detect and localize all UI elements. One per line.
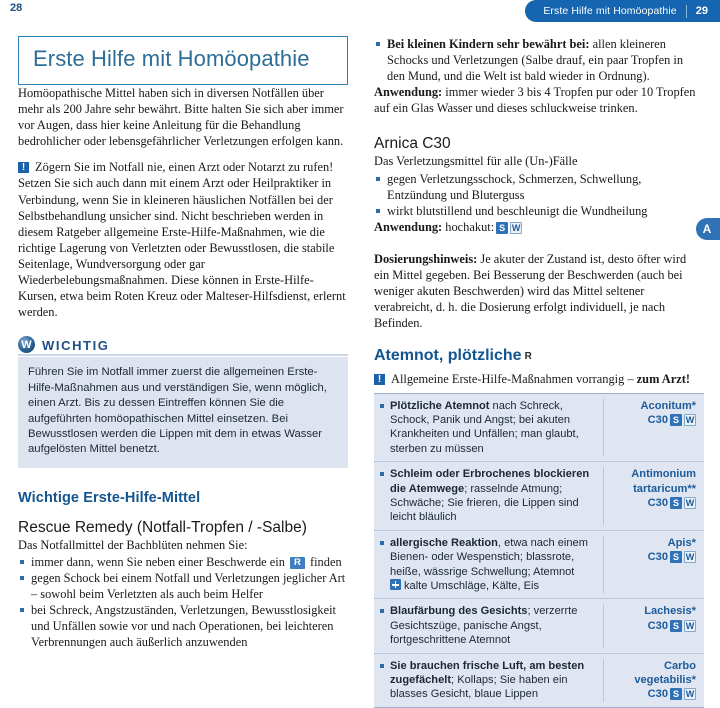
- list-item: gegen Verletzungsschock, Schmerzen, Schwellung, Entzündung und Bluterguss: [374, 171, 704, 203]
- list-item: [374, 36, 704, 84]
- header-mask: [0, 0, 535, 22]
- bullet-marker: [380, 404, 384, 408]
- s-badge: S: [670, 620, 682, 632]
- important-callout-text: Führen Sie im Notfall immer zuerst die allgemeinen Erste-Hilfe-Maßnahmen aus und verständigen Sie, wenn möglich, einen Arzt. Bis zu dessen Eintreffen können Sie die aufgeführten homöopathischen Mittel einsetzen. Bei Bewusstlosen werden die Lippen mit dem in etwas Wasser aufgelösten Mittel benetzt.: [18, 357, 348, 467]
- symptom-lead: Blaufärbung des Gesichts: [390, 605, 528, 618]
- dosage-text: Je akuter der Zustand ist, desto öfter wird ein Mittel gegeben. Bei Besserung der Beschwerden (auch bei weniger akuten Beschwerden) wird das Mittel seltener verabreicht, d. h. die Dosierung erfolgt individuell, je nach Befinden.: [374, 251, 687, 331]
- arnica-list: [374, 171, 704, 219]
- list-intro: Das Notfallmittel der Bachblüten nehmen Sie:: [18, 537, 248, 552]
- symptom-text: [380, 604, 595, 647]
- bullet-rest: allen kleineren Schocks und Verletzungen (Salbe drauf, ein paar Tropfen in den Mund, und die Welt ist bald wieder in Ordnung).: [387, 37, 684, 84]
- remedy-table: [374, 393, 704, 708]
- symptom-cell: [380, 399, 604, 457]
- symptom-cell: [380, 604, 604, 647]
- symptom-lead: Plötzliche Atemnot: [390, 399, 490, 412]
- anwendung-text: hochakut:: [442, 219, 495, 234]
- rescue-remedy-list: [18, 554, 348, 651]
- chapter-title-box: [18, 36, 348, 85]
- s-badge: S: [670, 688, 682, 700]
- second-paragraph: Setzen Sie sich auch dann mit einem Arzt oder Heilpraktiker in Verbindung, wenn Sie in kleineren häuslichen Notfällen bei der Selbstbehandlung unsicher sind. Nicht beschrieben werden in diesem Ratgeber allgemeine Erste-Hilfe-Maßnahmen, wie die richtige Lagerung von Verletzten oder Bewusstlosen, die stabile Seitenlage, Wundversorgung oder gar Wiederbelebungsmaßnahmen. Diese können in Erste-Hilfe-Kursen, etwa beim Roten Kreuz oder Malteser-Hilfsdienst, erlernt werden.: [18, 176, 346, 320]
- intro-paragraph: Homöopathische Mittel haben sich in diversen Notfällen über mehr als 200 Jahre sehr bewährt. Bitte halten Sie sich aber immer vor Augen, dass hier keine Anleitung für die Behandlung bedrohlicher oder lebensgefährlicher Verletzungen erfolgen kann.: [18, 86, 344, 149]
- r-badge: R: [290, 557, 305, 569]
- remedy-name: Carbo vegetabilis*: [634, 659, 696, 686]
- bullet-marker: [380, 664, 384, 668]
- w-circle-icon: [18, 336, 35, 353]
- list-item: wirkt blutstillend und beschleunigt die Wundheilung: [374, 203, 704, 219]
- s-badge: S: [670, 497, 682, 509]
- atemnot-alert-bold: zum Arzt!: [636, 372, 690, 387]
- s-badge: S: [496, 222, 508, 234]
- w-badge: W: [685, 620, 695, 631]
- remedy-cell: [604, 399, 696, 457]
- symptom-text: [380, 536, 595, 594]
- s-badge: S: [670, 414, 682, 426]
- remedy-name: Aconitum*: [640, 399, 696, 412]
- symptom-text: [380, 399, 595, 457]
- running-header: [0, 0, 720, 22]
- remedy-cell: [604, 467, 696, 525]
- header-chapter-pill: [525, 0, 720, 22]
- table-row: [374, 654, 704, 707]
- folio-right: 29: [695, 5, 708, 17]
- table-row: [374, 462, 704, 531]
- list-item: bei Schreck, Angstzuständen, Verletzungen, Bewusstlosigkeit und Unfällen sowie vor und nach Operationen, bei leichteren Verbrennungen auch äußerlich anzuwenden: [18, 602, 348, 650]
- remedy-potency: C30: [647, 413, 668, 426]
- arnica-intro: Das Verletzungsmittel für alle (Un-)Fälle: [374, 154, 578, 169]
- symptom-rest: ; verzerrte Gesichtszüge, panische Angst, fortgeschrittene Atemnot: [390, 605, 578, 647]
- plus-icon: [390, 579, 401, 590]
- atemnot-alert-plain: Allgemeine Erste-Hilfe-Maßnahmen vorrangig –: [391, 372, 637, 387]
- symptom-cell: [380, 659, 604, 702]
- alert-callout: [18, 159, 348, 175]
- table-row: [374, 531, 704, 600]
- bullet-marker: [380, 609, 384, 613]
- important-callout-header: [18, 336, 348, 353]
- alert-text: Zögern Sie im Notfall nie, einen Arzt oder Notarzt zu rufen!: [35, 160, 334, 175]
- page-body: [0, 22, 720, 701]
- section-heading-atemnot: [374, 347, 704, 365]
- page-title: Erste Hilfe mit Homöopathie: [33, 46, 310, 71]
- remedy-name: Antimonium tartaricum**: [631, 468, 696, 495]
- remedy-cell: [604, 536, 696, 594]
- bullet-lead: Bei kleinen Kindern sehr bewährt bei:: [387, 37, 590, 51]
- important-callout-label: WICHTIG: [42, 338, 110, 354]
- anwendung-label: Anwendung:: [374, 219, 443, 234]
- header-chapter-title: Erste Hilfe mit Homöopathie: [543, 5, 677, 17]
- symptom-text: [380, 467, 595, 525]
- remedy-cell: [604, 604, 696, 647]
- thumb-index-tab[interactable]: [696, 218, 720, 240]
- subheading-arnica: Arnica C30: [374, 135, 451, 153]
- symptom-rest: ; rasselnde Atmung; Schwäche; Sie frieren, die Lippen sind leicht bläulich: [390, 482, 579, 524]
- subheading-rescue-remedy: Rescue Remedy (Notfall-Tropfen / -Salbe): [18, 518, 307, 536]
- remedy-name: Apis*: [667, 536, 696, 549]
- anwendung-text: immer wieder 3 bis 4 Tropfen pur oder 10 Tropfen auf ein Glas Wasser und dieses schluckweise trinken.: [374, 85, 696, 116]
- anwendung-rescue: [374, 84, 704, 116]
- thumb-tab-label: A: [702, 222, 712, 236]
- atemnot-alert-text: [391, 371, 690, 387]
- symptom-lead: Sie brauchen frische Luft, am besten zugefächelt: [390, 659, 585, 686]
- remedy-potency: C30: [647, 496, 668, 509]
- s-badge: S: [670, 551, 682, 563]
- exclamation-icon: [374, 374, 385, 385]
- r-marker: R: [524, 351, 532, 363]
- section-heading-remedies: Wichtige Erste-Hilfe-Mittel: [18, 489, 201, 506]
- atemnot-heading-text: Atemnot, plötzliche: [374, 347, 522, 365]
- list-item: [18, 554, 348, 570]
- bullet-marker: [380, 541, 384, 545]
- remedy-potency: C30: [647, 619, 668, 632]
- table-row: [374, 394, 704, 463]
- remedy-cell: [604, 659, 696, 702]
- right-column: [374, 22, 704, 708]
- w-badge: W: [685, 552, 695, 563]
- dosage-label: Dosierungshinweis:: [374, 251, 478, 266]
- symptom-cell: [380, 467, 604, 525]
- exclamation-icon: [18, 162, 29, 173]
- table-row: [374, 599, 704, 653]
- symptom-rest: nach Schreck, Schock, Panik und Angst; bei akuten Krankheiten und Unfällen; man glaubt, sterben zu müssen: [390, 399, 579, 455]
- symptom-rest: , etwa nach einem Bienen- oder Wespenstich; blassrote, heiße, wässrige Schwellung; Atemnot: [390, 536, 588, 578]
- remedy-potency: C30: [647, 688, 668, 701]
- rescue-remedy-list-continued: [374, 36, 704, 84]
- symptom-extra: kalte Umschläge, Kälte, Eis: [404, 579, 540, 592]
- w-badge: W: [685, 414, 695, 425]
- important-callout-rule: [18, 354, 348, 356]
- left-column: [18, 22, 348, 650]
- bullet-text-post: finden: [306, 554, 342, 569]
- anwendung-label: Anwendung:: [374, 85, 443, 100]
- dosage-note: [374, 251, 704, 331]
- symptom-lead: allergische Reaktion: [390, 536, 498, 549]
- bullet-marker: [380, 472, 384, 476]
- symptom-rest: ; Kollaps; Sie haben ein blasses Gesicht, blaue Lippen: [390, 674, 568, 701]
- symptom-cell: [380, 536, 604, 594]
- folio-left: 28: [10, 2, 23, 14]
- w-badge: W: [685, 497, 695, 508]
- symptom-lead: Schleim oder Erbrochenes blockieren die Atemwege: [390, 468, 590, 495]
- remedy-potency: C30: [647, 551, 668, 564]
- anwendung-arnica: [374, 219, 704, 235]
- symptom-text: [380, 659, 595, 702]
- bullet-text-pre: immer dann, wenn Sie neben einer Beschwerde ein: [31, 554, 289, 569]
- atemnot-alert: [374, 371, 704, 387]
- remedy-name: Lachesis*: [644, 605, 696, 618]
- w-badge: W: [685, 689, 695, 700]
- header-divider: [686, 5, 687, 18]
- w-badge: W: [511, 222, 521, 233]
- list-item: gegen Schock bei einem Notfall und Verletzungen jeglicher Art – sowohl beim Verletzten als auch beim Helfer: [18, 570, 348, 602]
